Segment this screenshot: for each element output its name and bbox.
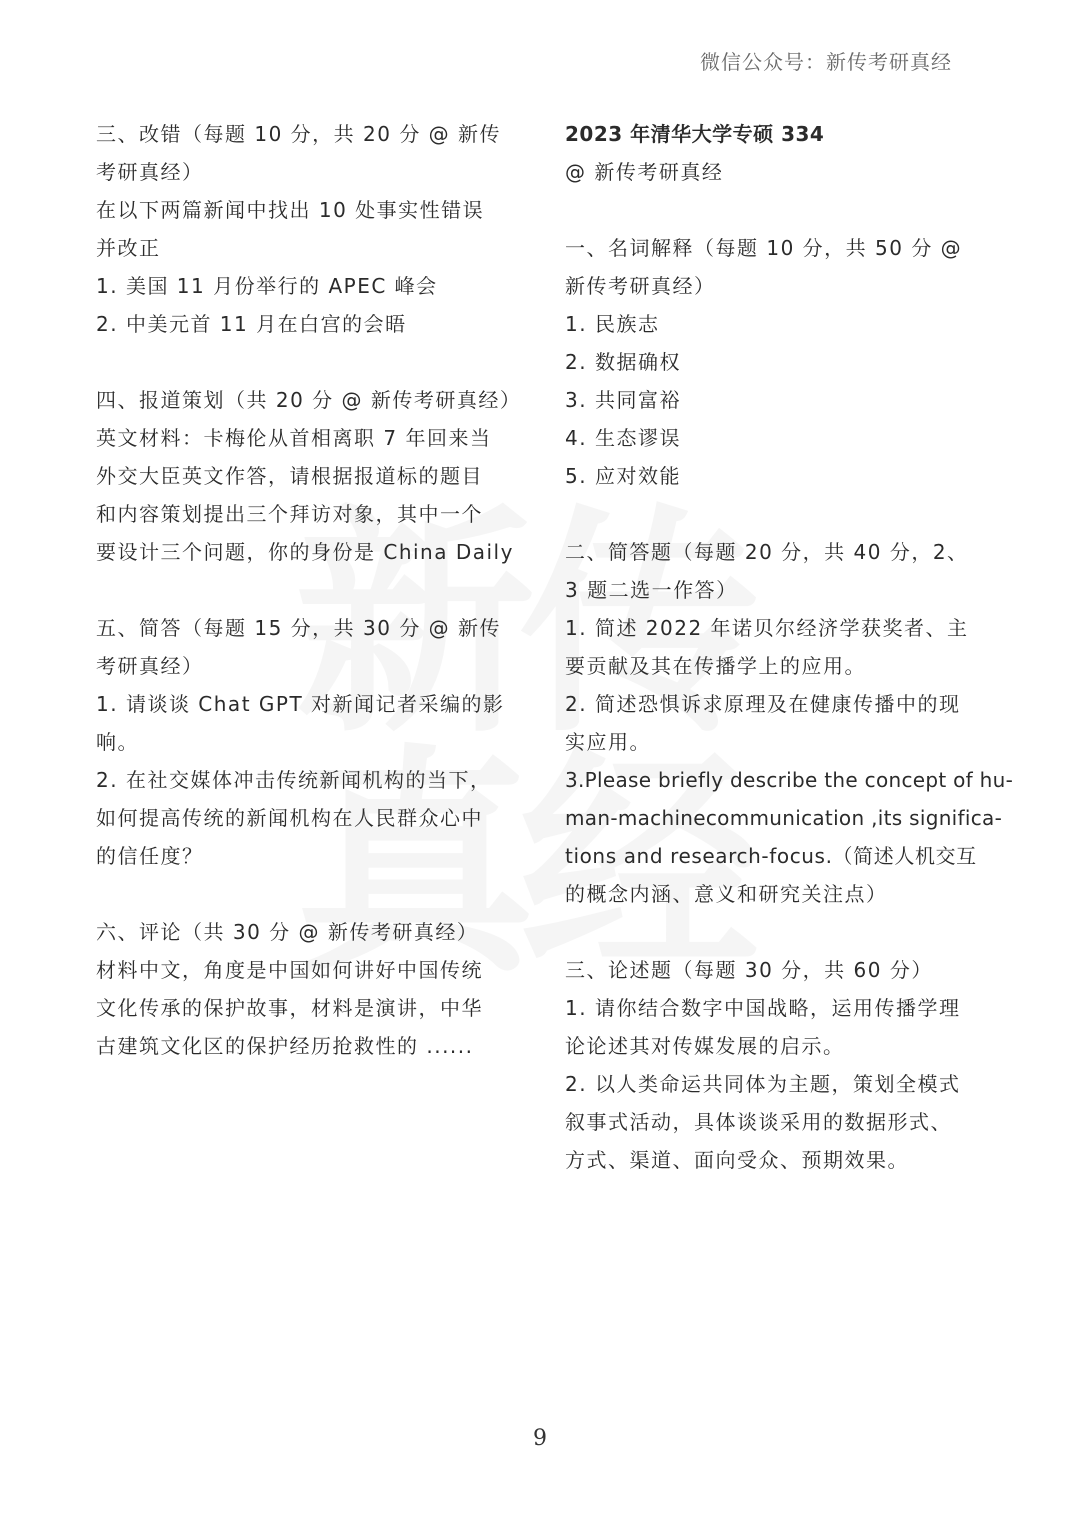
section-instruction: 在以下两篇新闻中找出 10 处事实性错误	[96, 198, 485, 222]
question-item: 2. 中美元首 11 月在白宫的会晤	[96, 312, 407, 336]
section-title: 六、评论（共 30 分 @ 新传考研真经）	[96, 920, 479, 944]
question-item: 1. 美国 11 月份举行的 APEC 峰会	[96, 274, 438, 298]
section-title: 新传考研真经）	[565, 274, 716, 298]
header-account-name: 微信公众号：新传考研真经	[700, 50, 952, 74]
section-body: 外交大臣英文作答，请根据报道标的题目	[96, 464, 483, 488]
section-report-planning	[96, 381, 522, 571]
page-number: 9	[533, 1426, 547, 1451]
exam-title: 2023 年清华大学专硕 334	[565, 122, 825, 146]
section-short-answer-questions	[565, 533, 1014, 913]
section-title: 五、简答（每题 15 分，共 30 分 @ 新传	[96, 616, 502, 640]
section-title: 3 题二选一作答）	[565, 578, 738, 602]
question-item: 2. 简述恐惧诉求原理及在健康传播中的现	[565, 692, 961, 716]
section-body: 要设计三个问题，你的身份是 China Daily	[96, 540, 514, 564]
question-item: 要贡献及其在传播学上的应用。	[565, 654, 866, 678]
section-short-answer	[96, 609, 505, 875]
section-title: 考研真经）	[96, 654, 204, 678]
section-body: 文化传承的保护故事，材料是演讲，中华	[96, 996, 483, 1020]
section-title: 三、论述题（每题 30 分，共 60 分）	[565, 958, 933, 982]
section-body: 和内容策划提出三个拜访对象，其中一个	[96, 502, 483, 526]
section-title: 四、报道策划（共 20 分 @ 新传考研真经）	[96, 388, 522, 412]
question-item: 4. 生态谬误	[565, 426, 681, 450]
question-item: 论论述其对传媒发展的启示。	[565, 1034, 845, 1058]
section-title: 三、改错（每题 10 分，共 20 分 @ 新传	[96, 122, 502, 146]
question-item: 2. 数据确权	[565, 350, 681, 374]
section-body: 材料中文，角度是中国如何讲好中国传统	[96, 958, 483, 982]
left-column	[96, 115, 522, 1065]
section-title: 考研真经）	[96, 160, 204, 184]
section-instruction: 并改正	[96, 236, 161, 260]
question-item: 3. 共同富裕	[565, 388, 681, 412]
question-item: 叙事式活动，具体谈谈采用的数据形式、	[565, 1110, 952, 1134]
question-item: 1. 简述 2022 年诺贝尔经济学获奖者、主	[565, 616, 969, 640]
question-item: 实应用。	[565, 730, 651, 754]
question-item: 2. 以人类命运共同体为主题，策划全模式	[565, 1072, 961, 1096]
question-item: 1. 请谈谈 Chat GPT 对新闻记者采编的影	[96, 692, 505, 716]
section-title: 二、简答题（每题 20 分，共 40 分，2、	[565, 540, 969, 564]
section-term-definition	[565, 229, 965, 495]
section-body: 英文材料：卡梅伦从首相离职 7 年回来当	[96, 426, 492, 450]
exam-source: @ 新传考研真经	[565, 160, 724, 184]
section-body: 古建筑文化区的保护经历抢救性的 ......	[96, 1034, 474, 1058]
question-item: 如何提高传统的新闻机构在人民群众心中	[96, 806, 483, 830]
question-item: man-machinecommunication ,its significa-	[565, 806, 1003, 830]
section-essay	[565, 951, 965, 1179]
question-item: 响。	[96, 730, 139, 754]
question-item: 1. 请你结合数字中国战略，运用传播学理	[565, 996, 961, 1020]
question-item: 的信任度？	[96, 844, 204, 868]
question-item: 方式、渠道、面向受众、预期效果。	[565, 1148, 909, 1172]
question-item: tions and research-focus.（简述人机交互	[565, 844, 977, 868]
section-commentary	[96, 913, 496, 1065]
section-title: 一、名词解释（每题 10 分，共 50 分 @	[565, 236, 963, 260]
question-item: 3.Please briefly describe the concept of hu-	[565, 768, 1014, 792]
section-correction	[96, 115, 502, 343]
question-item: 1. 民族志	[565, 312, 660, 336]
question-item: 2. 在社交媒体冲击传统新闻机构的当下，	[96, 768, 492, 792]
question-item: 5. 应对效能	[565, 464, 681, 488]
question-item: 的概念内涵、意义和研究关注点）	[565, 882, 888, 906]
right-column	[565, 115, 1014, 1179]
